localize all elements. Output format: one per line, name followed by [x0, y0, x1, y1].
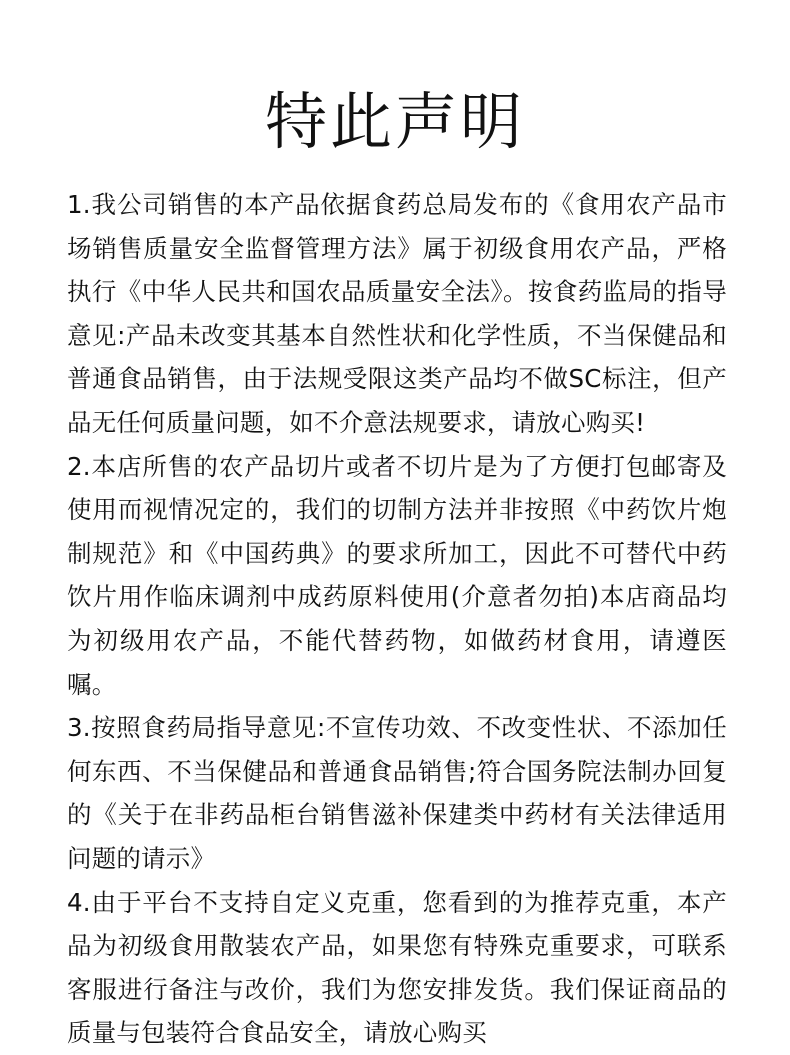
declaration-paragraph-3: 3.按照食药局指导意见:不宣传功效、不改变性状、不添加任何东西、不当保健品和普通食品销售;符合国务院法制办回复的《关于在非药品柜台销售滋补保建类中药材有关法律适用问题的请示》: [67, 713, 727, 873]
declaration-paragraph-1: 1.我公司销售的本产品依据食药总局发布的《食用农产品市场销售质量安全监督管理方法》属于初级食用农产品，严格 执行《中华人民共和国农品质量安全法》。按食药监局的指导意见:产品未改变其基本自然性状和化学性质，不当保健品和普通食品销售，由于法规受限这类产品均不做SC标注，但产品无任何质量问题，如不介意法规要求，请放心购买!: [67, 190, 760, 437]
declaration-body: [67, 183, 760, 1055]
page-title: 特此声明: [264, 85, 525, 158]
declaration-paragraph-4: 4.由于平台不支持自定义克重，您看到的为推荐克重，本产品为初级食用散装农产品，如果您有特殊克重要求，可联系客服进行备注与改价，我们为您安排发货。我们保证商品的质量与包装符合食品安全，请放心购买: [67, 887, 727, 1048]
declaration-paragraph-2: 2.本店所售的农产品切片或者不切片是为了方便打包邮寄及使用而视情况定的，我们的切制方法并非按照《中药饮片炮制规范》和《中国药典》的要求所加工，因此不可替代中药饮片用作临床调剂中成药原料使用(介意者勿拍)本店商品均为初级用农产品，不能代替药物，如做药材食用，请遵医嘱。: [67, 451, 727, 699]
